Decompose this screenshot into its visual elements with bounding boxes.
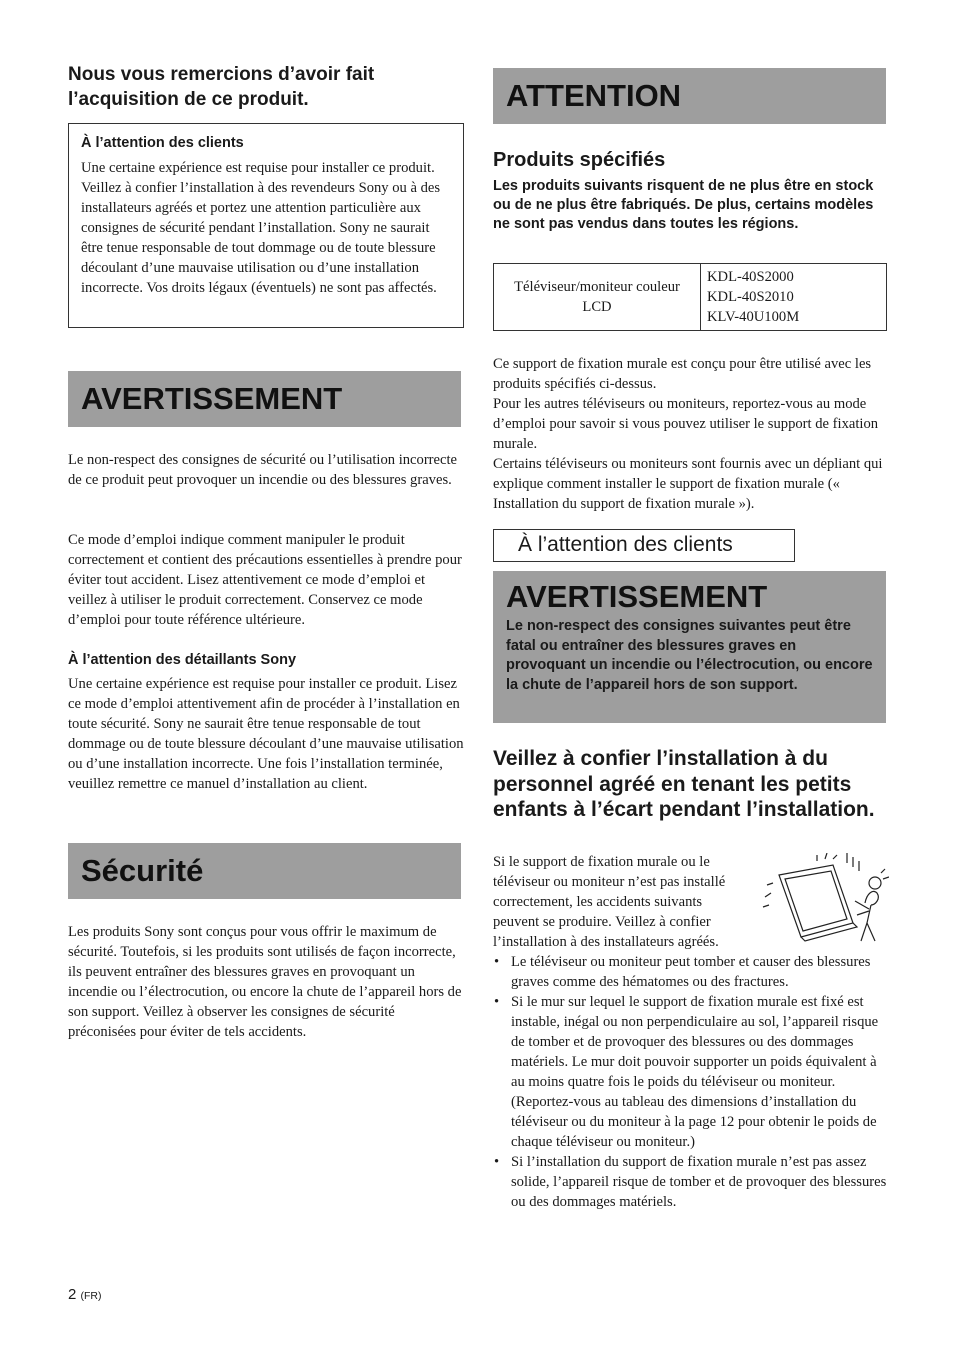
warning-box: [493, 571, 886, 723]
securite-title: Sécurité: [81, 853, 204, 888]
model-item: KDL-40S2010: [707, 289, 794, 305]
falling-tv-illustration: [761, 853, 889, 949]
list-item: • Si l’installation du support de fixation murale n’est pas assez solide, l’appareil risque de tomber et de provoquer des blessures ou des dommages matériels.: [493, 1152, 887, 1212]
usage-para-2: Pour les autres téléviseurs ou moniteurs, reportez-vous au mode d’emploi pour savoir si vous pouvez utiliser le support de fixation murale.: [493, 396, 879, 452]
model-item: KDL-40S2000: [707, 269, 794, 285]
intro-heading: Nous vous remercions d’avoir fait l’acquisition de ce produit.: [68, 64, 375, 110]
list-item: • Le téléviseur ou moniteur peut tomber et causer des blessures graves comme des hématomes ou des fractures.: [493, 952, 887, 992]
model-item: KLV-40U100M: [707, 309, 800, 325]
avertissement-para-1: Le non-respect des consignes de sécurité ou l’utilisation incorrecte de ce produit peut provoquer un incendie ou des blessures graves.: [68, 452, 458, 488]
securite-banner: [68, 843, 461, 899]
clients-attention-title: À l’attention des clients: [518, 533, 733, 556]
product-category-cell: Téléviseur/moniteur couleur LCD: [494, 264, 701, 331]
language-code: (FR): [80, 1290, 102, 1302]
avertissement-title: AVERTISSEMENT: [81, 381, 343, 416]
page-number: 2: [68, 1286, 77, 1303]
table-row: [494, 264, 887, 331]
dealer-heading: À l’attention des détaillants Sony: [68, 652, 297, 668]
install-intro: Si le support de fixation murale ou le téléviseur ou moniteur n’est pas installé correctement, les accidents suivants peuvent se produire. Veillez à confier l’installation à des installateurs agréés.: [493, 854, 726, 950]
avertissement-para-2: Ce mode d’emploi indique comment manipuler le produit correctement et contient des précautions essentielles à prendre pour éviter tout accident. Lisez attentivement ce mode d’emploi et veillez à utiliser le produit correctement. Conservez ce mode d’emploi pour toute référence ultérieure.: [68, 532, 462, 628]
avertissement-banner: [68, 371, 461, 427]
securite-body: Les produits Sony sont conçus pour vous offrir le maximum de sécurité. Toutefois, si les produits sont utilisés de façon incorrecte, ils peuvent entraîner des blessures graves en provoquant un incendie ou l’électrocution, ou encore la chute de l’appareil hors de son support. Veillez à observer les consignes de sécurité préconisées pour éviter de tels accidents.: [68, 924, 462, 1040]
products-note: Les produits suivants risquent de ne plus être en stock ou de ne plus être fabriqués. De plus, certains modèles ne sont pas vendus dans toutes les régions.: [493, 178, 874, 232]
customer-notice-title: À l’attention des clients: [81, 135, 244, 151]
warning-body: Le non-respect des consignes suivantes peut être fatal ou entraîner des blessures graves en provoquant un incendie ou l’électrocution, ou encore la chute de l’appareil hors de son support.: [506, 618, 873, 693]
customer-notice-box: [68, 123, 464, 328]
page-footer: [68, 1286, 102, 1303]
attention-title: ATTENTION: [506, 78, 682, 113]
customer-notice-body: Une certaine expérience est requise pour installer ce produit. Veillez à confier l’installation à des revendeurs Sony ou à des installateurs agréés et portez une attention particulière aux consignes de sécurité pendant l’installation. Sony ne saurait être tenue responsable de tout dommage ou de toute blessure découlant d’une mauvaise utilisation ou d’une installation incorrecte. Vos droits légaux (éventuels) ne sont pas affectés.: [81, 160, 441, 296]
usage-text: [493, 354, 887, 514]
warning-title: AVERTISSEMENT: [506, 579, 768, 614]
products-heading: Produits spécifiés: [493, 149, 666, 171]
list-item: • Si le mur sur lequel le support de fixation murale est fixé est instable, inégal ou non perpendiculaire au sol, l’appareil risque de tomber et de provoquer des blessures ou des dommages matériels. Le mur doit pouvoir supporter un poids équivalent à au moins quatre fois le poids du téléviseur ou moniteur. (Reportez-vous au tableau des dimensions d’installation du téléviseur ou du moniteur à la page 12 pour obtenir le poids de chaque téléviseur ou moniteur.): [493, 992, 887, 1152]
usage-para-3: Certains téléviseurs ou moniteurs sont fournis avec un dépliant qui explique comment installer le support de fixation murale (« Installation du support de fixation murale »).: [493, 456, 883, 512]
usage-para-1: Ce support de fixation murale est conçu pour être utilisé avec les produits spécifiés ci-dessus.: [493, 356, 872, 392]
products-table: [493, 263, 887, 331]
attention-banner: [493, 68, 886, 124]
install-bullet-list: [493, 952, 887, 1212]
install-heading: Veillez à confier l’installation à du personnel agréé en tenant les petits enfants à l’écart pendant l’installation.: [493, 747, 875, 821]
dealer-body: Une certaine expérience est requise pour installer ce produit. Lisez ce mode d’emploi attentivement afin de procéder à l’installation en toute sécurité. Sony ne saurait être tenue responsable de tout dommage ou de toute blessure découlant d’une mauvaise utilisation ou d’une installation incorrecte. Une fois l’installation terminée, veuillez remettre ce manuel d’installation au client.: [68, 676, 464, 792]
product-models-cell: [701, 264, 887, 331]
clients-attention-box: [493, 529, 795, 562]
